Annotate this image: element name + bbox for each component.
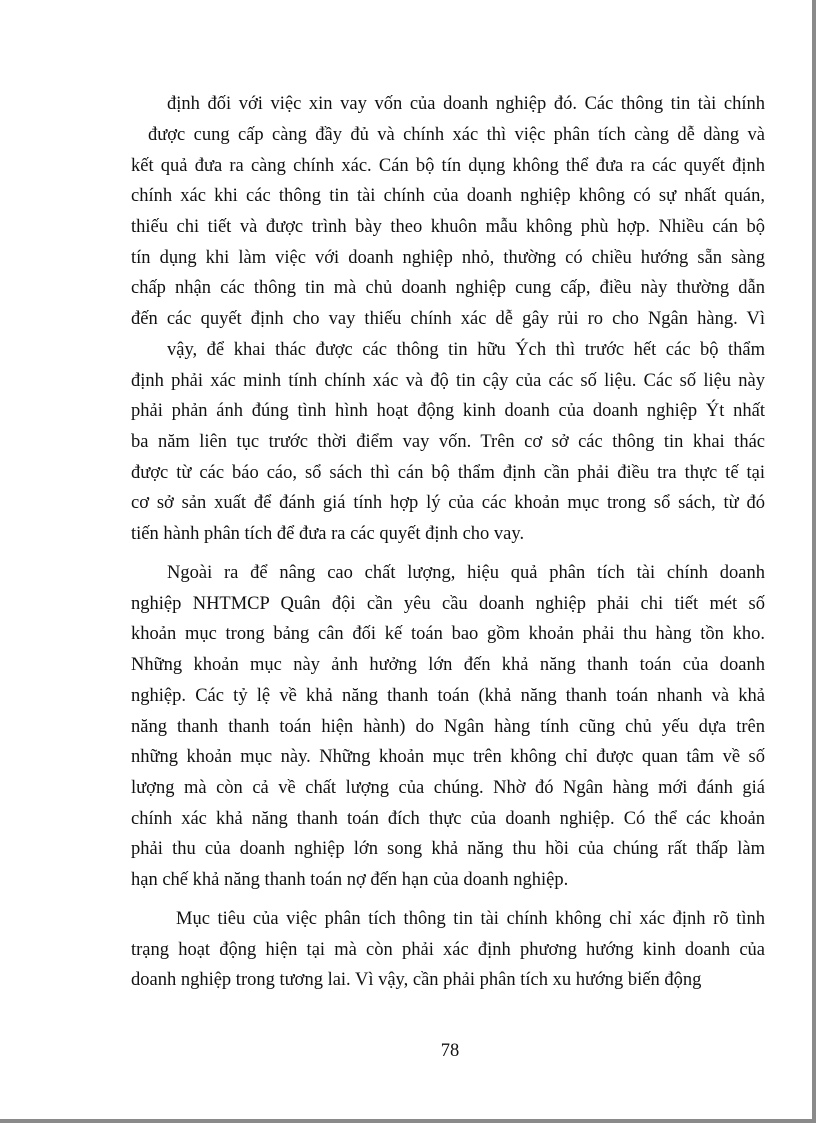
text-line: chấp nhận các thông tin mà chủ doanh nghiệp cung cấp, điều này thường dẫn bbox=[131, 278, 765, 298]
page-number: 78 bbox=[440, 1041, 460, 1061]
text-line: định đối với việc xin vay vốn của doanh nghiệp đó. Các thông tin tài chính bbox=[167, 94, 765, 114]
text-line: phải thu của doanh nghiệp lớn song khả năng thu hồi của chúng rất thấp làm bbox=[131, 839, 765, 859]
text-line: hạn chế khả năng thanh toán nợ đến hạn của doanh nghiệp. bbox=[131, 870, 569, 890]
text-line: Ngoài ra để nâng cao chất lượng, hiệu quả phân tích tài chính doanh bbox=[167, 563, 765, 583]
text-line: tiến hành phân tích để đưa ra các quyết định cho vay. bbox=[131, 524, 525, 544]
text-line: doanh nghiệp trong tương lai. Vì vậy, cần phải phân tích xu hướng biến động bbox=[131, 970, 702, 990]
text-line: khoản mục trong bảng cân đối kế toán bao gồm khoản phải thu hàng tồn kho. bbox=[131, 624, 765, 644]
text-line: trạng hoạt động hiện tại mà còn phải xác định phương hướng kinh doanh của bbox=[131, 940, 765, 960]
text-line: chính xác khả năng thanh toán đích thực của doanh nghiệp. Có thể các khoản bbox=[131, 809, 765, 829]
text-line: tín dụng khi làm việc với doanh nghiệp nhỏ, thường có chiều hướng sẵn sàng bbox=[131, 248, 765, 268]
page-edge-bottom bbox=[0, 1119, 816, 1123]
text-line: Những khoản mục này ảnh hưởng lớn đến khả năng thanh toán của doanh bbox=[131, 655, 765, 675]
text-line: chính xác khi các thông tin tài chính của doanh nghiệp không có sự nhất quán, bbox=[131, 186, 765, 206]
text-line: lượng mà còn cả về chất lượng của chúng. Nhờ đó Ngân hàng mới đánh giá bbox=[131, 778, 765, 798]
text-line: Mục tiêu của việc phân tích thông tin tài chính không chỉ xác định rõ tình bbox=[176, 909, 765, 929]
text-line: năng thanh thanh toán hiện hành) do Ngân hàng tính cũng chủ yếu dựa trên bbox=[131, 717, 765, 737]
text-line: đến các quyết định cho vay thiếu chính xác dễ gây rủi ro cho Ngân hàng. Vì bbox=[131, 309, 765, 329]
text-line: thiếu chi tiết và được trình bày theo khuôn mẫu không phù hợp. Nhiều cán bộ bbox=[131, 217, 765, 237]
text-line: ba năm liên tục trước thời điểm vay vốn. Trên cơ sở các thông tin khai thác bbox=[131, 432, 765, 452]
text-line: phải phản ánh đúng tình hình hoạt động kinh doanh của doanh nghiệp Ýt nhất bbox=[131, 401, 765, 421]
text-line: định phải xác minh tính chính xác và độ tin cậy của các số liệu. Các số liệu này bbox=[131, 371, 765, 391]
text-line: những khoản mục này. Những khoản mục trên không chỉ được quan tâm về số bbox=[131, 747, 765, 767]
text-line: cơ sở sản xuất để đánh giá tính hợp lý của các khoản mục trong sổ sách, từ đó bbox=[131, 493, 765, 513]
text-line: nghiệp NHTMCP Quân đội cần yêu cầu doanh nghiệp phải chi tiết mét số bbox=[131, 594, 765, 614]
text-line: kết quả đưa ra càng chính xác. Cán bộ tín dụng không thể đưa ra các quyết định bbox=[131, 156, 765, 176]
text-line: được từ các báo cáo, sổ sách thì cán bộ thẩm định cần phải điều tra thực tế tại bbox=[131, 463, 765, 483]
page-edge-right bbox=[812, 0, 816, 1123]
text-line: được cung cấp càng đầy đủ và chính xác thì việc phân tích càng dễ dàng và bbox=[148, 125, 765, 145]
text-line: nghiệp. Các tỷ lệ về khả năng thanh toán (khả năng thanh toán nhanh và khả bbox=[131, 686, 765, 706]
text-line: vậy, để khai thác được các thông tin hữu Ých thì trước hết các bộ thẩm bbox=[167, 340, 765, 360]
